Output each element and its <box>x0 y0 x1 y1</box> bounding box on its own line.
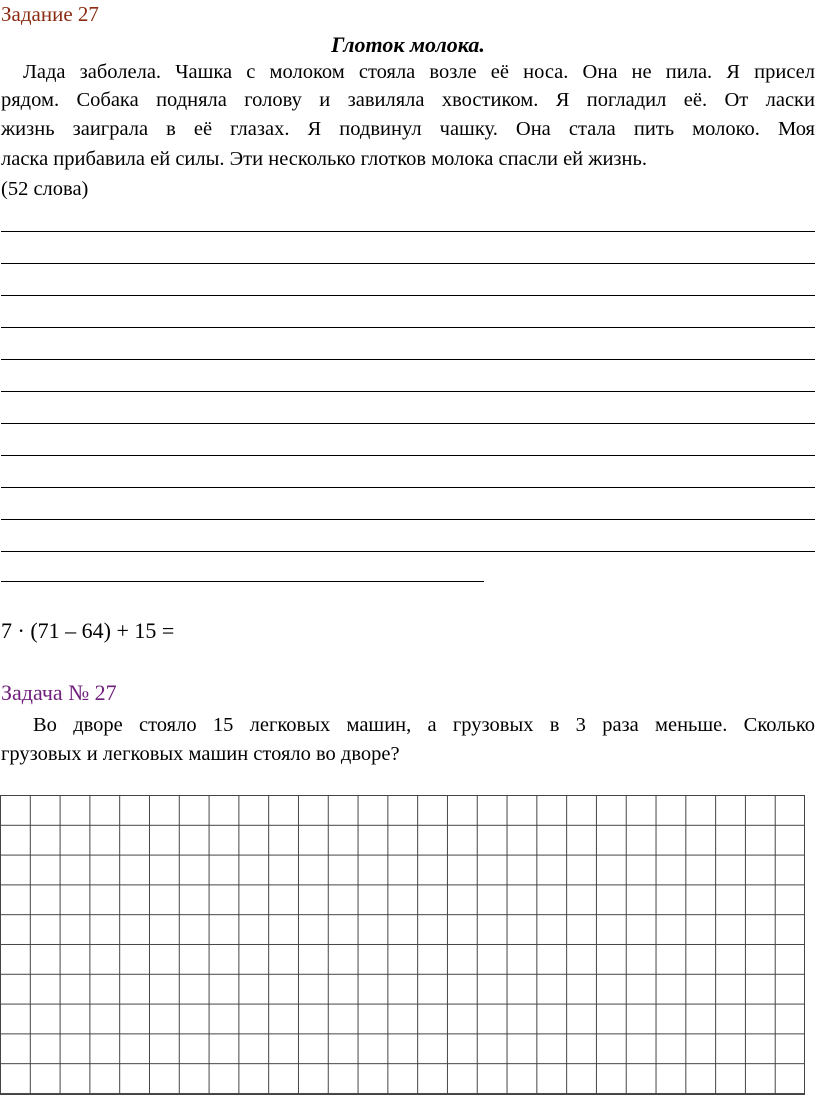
writing-line[interactable] <box>1 487 815 488</box>
word-count: (52 слова) <box>1 178 89 200</box>
problem-line-2: грузовых и легковых машин стояло во дворе? <box>1 743 400 765</box>
story-title: Глоток молока. <box>331 32 485 57</box>
answer-grid[interactable] <box>0 795 805 1095</box>
writing-line[interactable] <box>1 295 815 296</box>
writing-line[interactable] <box>1 551 815 552</box>
writing-line[interactable] <box>1 423 815 424</box>
task-header: Задание 27 <box>1 2 99 26</box>
writing-line[interactable] <box>1 455 815 456</box>
writing-line[interactable] <box>1 263 815 264</box>
writing-line[interactable] <box>1 327 815 328</box>
story-line-2: рядом. Собака подняла голову и завиляла хвостиком. Я погладил её. От ласки <box>1 89 815 111</box>
writing-line[interactable] <box>1 359 815 360</box>
story-line-4: ласка прибавила ей силы. Эти несколько глотков молока спасли ей жизнь. <box>1 148 647 170</box>
story-line-3: жизнь заиграла в её глазах. Я подвинул чашку. Она стала пить молоко. Моя <box>1 118 815 140</box>
problem-line-1: Во дворе стояло 15 легковых машин, а грузовых в 3 раза меньше. Сколько <box>33 714 815 736</box>
writing-line-short[interactable] <box>1 581 484 582</box>
writing-line[interactable] <box>1 519 815 520</box>
problem-header: Задача № 27 <box>1 680 117 705</box>
math-expression: 7 · (71 – 64) + 15 = <box>1 618 175 643</box>
writing-line[interactable] <box>1 391 815 392</box>
writing-line[interactable] <box>1 231 815 232</box>
story-line-1: Лада заболела. Чашка с молоком стояла возле её носа. Она не пила. Я присел <box>23 61 815 83</box>
